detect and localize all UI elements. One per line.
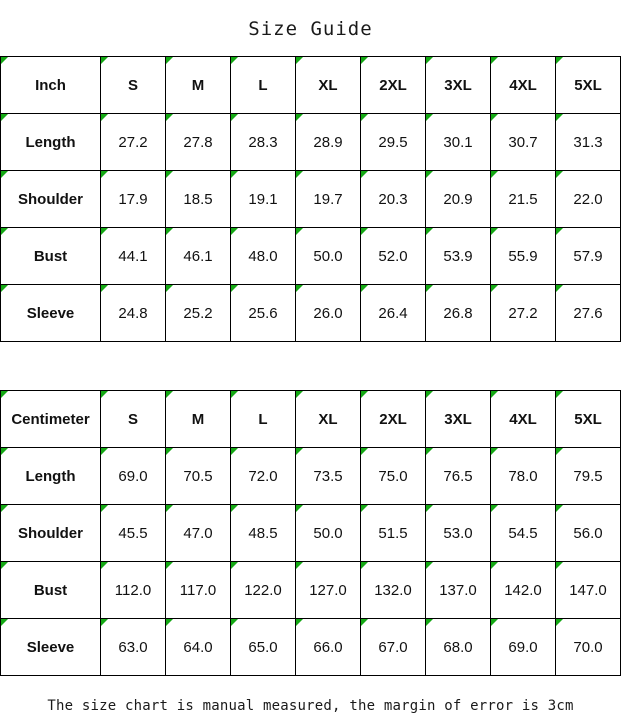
cell-value: 30.1 [426,114,491,171]
column-header-xl: XL [296,391,361,448]
cell-value: 63.0 [101,619,166,676]
cell-value: 27.6 [556,285,621,342]
cell-value: 50.0 [296,505,361,562]
row-label-shoulder: Shoulder [1,505,101,562]
cell-value: 17.9 [101,171,166,228]
cell-value: 132.0 [361,562,426,619]
cell-value: 27.2 [491,285,556,342]
row-label-sleeve: Sleeve [1,285,101,342]
table-row [1,562,621,619]
row-label-sleeve: Sleeve [1,619,101,676]
column-header-s: S [101,57,166,114]
column-header-s: S [101,391,166,448]
cell-value: 70.5 [166,448,231,505]
column-header-xl: XL [296,57,361,114]
cell-value: 69.0 [101,448,166,505]
cell-value: 26.4 [361,285,426,342]
size-table-inch [0,56,621,342]
column-header-l: L [231,391,296,448]
row-label-bust: Bust [1,562,101,619]
cell-value: 27.8 [166,114,231,171]
column-header-2xl: 2XL [361,391,426,448]
size-table-centimeter [0,390,621,676]
cell-value: 26.8 [426,285,491,342]
cell-value: 48.0 [231,228,296,285]
cell-value: 19.1 [231,171,296,228]
row-label-length: Length [1,448,101,505]
table-row [1,228,621,285]
table-row [1,171,621,228]
cell-value: 142.0 [491,562,556,619]
cell-value: 147.0 [556,562,621,619]
unit-label-centimeter: Centimeter [1,391,101,448]
table-row [1,505,621,562]
cell-value: 29.5 [361,114,426,171]
cell-value: 55.9 [491,228,556,285]
cell-value: 79.5 [556,448,621,505]
cell-value: 112.0 [101,562,166,619]
column-header-3xl: 3XL [426,391,491,448]
table-row [1,448,621,505]
measurement-disclaimer: The size chart is manual measured, the margin of error is 3cm [47,698,574,714]
cell-value: 22.0 [556,171,621,228]
cell-value: 31.3 [556,114,621,171]
column-header-3xl: 3XL [426,57,491,114]
cell-value: 20.3 [361,171,426,228]
column-header-2xl: 2XL [361,57,426,114]
cell-value: 18.5 [166,171,231,228]
cell-value: 45.5 [101,505,166,562]
row-label-length: Length [1,114,101,171]
cell-value: 26.0 [296,285,361,342]
cell-value: 137.0 [426,562,491,619]
page-title: Size Guide [248,18,373,40]
cell-value: 28.9 [296,114,361,171]
cell-value: 52.0 [361,228,426,285]
cell-value: 70.0 [556,619,621,676]
column-header-l: L [231,57,296,114]
cell-value: 48.5 [231,505,296,562]
cell-value: 30.7 [491,114,556,171]
cell-value: 53.9 [426,228,491,285]
cell-value: 28.3 [231,114,296,171]
cell-value: 65.0 [231,619,296,676]
table-row [1,114,621,171]
cell-value: 76.5 [426,448,491,505]
cell-value: 72.0 [231,448,296,505]
cell-value: 69.0 [491,619,556,676]
cell-value: 67.0 [361,619,426,676]
cell-value: 53.0 [426,505,491,562]
table-row [1,285,621,342]
column-header-m: M [166,57,231,114]
cell-value: 127.0 [296,562,361,619]
cell-value: 122.0 [231,562,296,619]
cell-value: 46.1 [166,228,231,285]
cell-value: 54.5 [491,505,556,562]
cell-value: 25.2 [166,285,231,342]
column-header-4xl: 4XL [491,57,556,114]
cell-value: 24.8 [101,285,166,342]
column-header-5xl: 5XL [556,57,621,114]
column-header-4xl: 4XL [491,391,556,448]
unit-label-inch: Inch [1,57,101,114]
cell-value: 73.5 [296,448,361,505]
cell-value: 68.0 [426,619,491,676]
table-spacer [0,342,621,390]
cell-value: 44.1 [101,228,166,285]
cell-value: 57.9 [556,228,621,285]
cell-value: 64.0 [166,619,231,676]
cell-value: 20.9 [426,171,491,228]
cell-value: 50.0 [296,228,361,285]
cell-value: 25.6 [231,285,296,342]
cell-value: 56.0 [556,505,621,562]
cell-value: 19.7 [296,171,361,228]
cell-value: 51.5 [361,505,426,562]
cell-value: 66.0 [296,619,361,676]
cell-value: 27.2 [101,114,166,171]
row-label-bust: Bust [1,228,101,285]
column-header-m: M [166,391,231,448]
cell-value: 78.0 [491,448,556,505]
row-label-shoulder: Shoulder [1,171,101,228]
cell-value: 21.5 [491,171,556,228]
table-row [1,619,621,676]
cell-value: 117.0 [166,562,231,619]
table-header-row [1,57,621,114]
column-header-5xl: 5XL [556,391,621,448]
table-header-row [1,391,621,448]
cell-value: 47.0 [166,505,231,562]
cell-value: 75.0 [361,448,426,505]
